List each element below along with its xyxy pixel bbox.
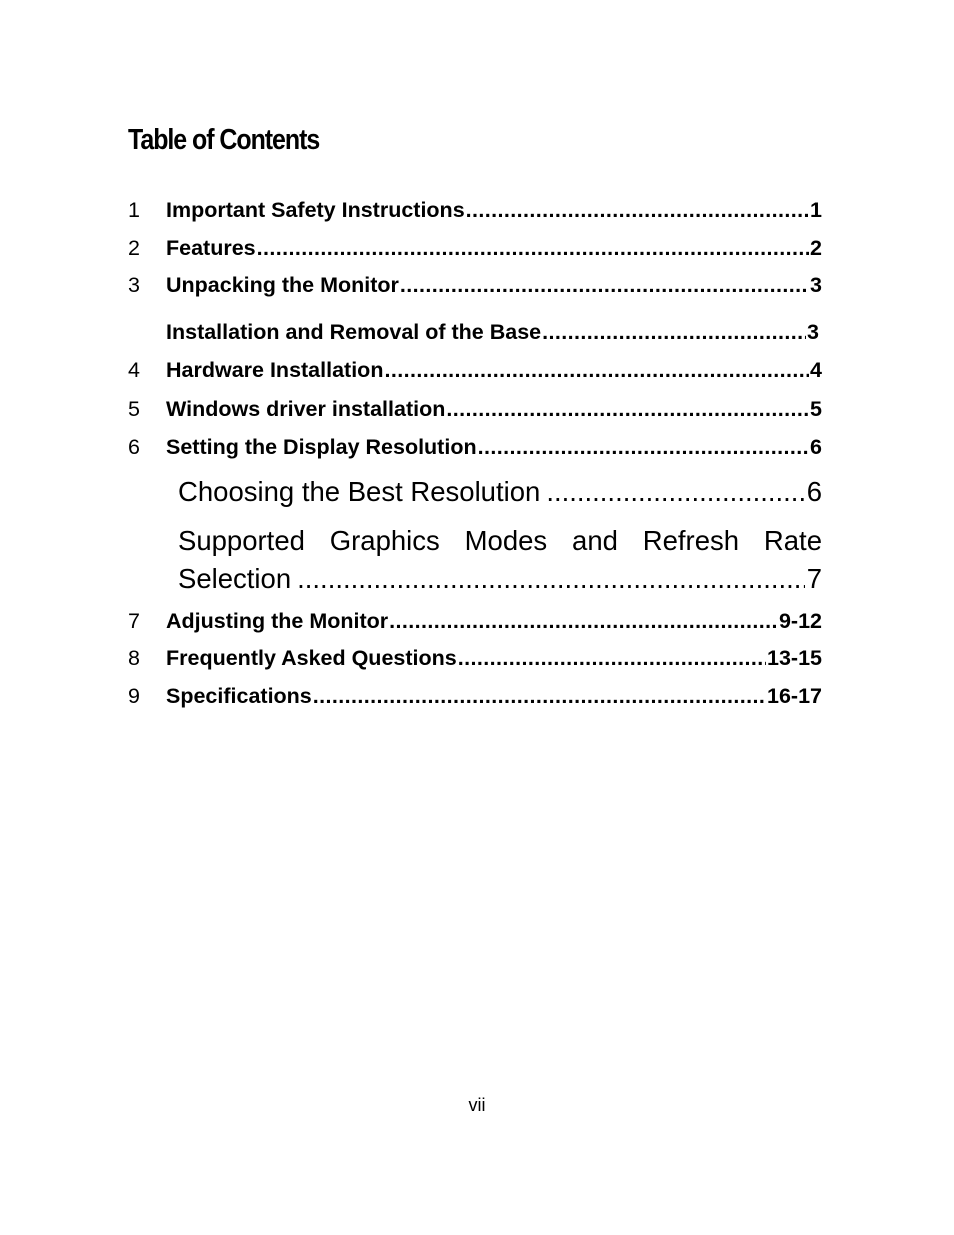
toc-entry[interactable] bbox=[128, 645, 822, 671]
toc-leader-dots bbox=[466, 197, 809, 223]
toc-entry[interactable] bbox=[128, 197, 822, 223]
toc-leader-dots bbox=[546, 473, 804, 511]
toc-leader-dots bbox=[257, 235, 809, 261]
toc-leader-dots bbox=[384, 357, 809, 383]
toc-subentry-word: and bbox=[572, 525, 618, 556]
toc-entry-page: 6 bbox=[810, 435, 822, 459]
toc-entry-label: Windows driver installation bbox=[166, 397, 446, 421]
toc-entry-page: 3 bbox=[810, 273, 822, 297]
toc-entry-page: 16-17 bbox=[767, 684, 822, 708]
toc-entry-page: 13-15 bbox=[767, 646, 822, 670]
toc-entry[interactable] bbox=[128, 319, 819, 345]
toc-subentry-label: Choosing the Best Resolution bbox=[178, 476, 541, 507]
toc-entry-page: 5 bbox=[810, 397, 822, 421]
toc-leader-dots bbox=[542, 319, 806, 345]
toc-entry-number: 7 bbox=[128, 609, 140, 633]
toc-entry-label: Installation and Removal of the Base bbox=[166, 320, 542, 344]
toc-entry-page: 4 bbox=[810, 358, 822, 382]
toc-leader-dots bbox=[297, 560, 805, 598]
toc-entry-label: Adjusting the Monitor bbox=[166, 609, 389, 633]
toc-leader-dots bbox=[313, 683, 766, 709]
toc-entry-number: 8 bbox=[128, 646, 140, 670]
toc-entry-number: 2 bbox=[128, 236, 140, 260]
toc-entry[interactable] bbox=[128, 608, 822, 634]
toc-entry-label: Specifications bbox=[166, 684, 312, 708]
toc-entry-page: 2 bbox=[810, 236, 822, 260]
toc-leader-dots bbox=[458, 645, 766, 671]
toc-entry-label: Important Safety Instructions bbox=[166, 198, 465, 222]
toc-entry-page: 3 bbox=[807, 320, 819, 344]
toc-entry-label: Setting the Display Resolution bbox=[166, 435, 477, 459]
toc-subentry-label: Selection bbox=[178, 563, 292, 594]
toc-entry-page: 1 bbox=[810, 198, 822, 222]
toc-entry-number: 9 bbox=[128, 684, 140, 708]
toc-subentry-page: 6 bbox=[806, 476, 822, 507]
toc-entry[interactable] bbox=[128, 357, 822, 383]
toc-entry-page: 9-12 bbox=[778, 609, 822, 633]
toc-entry[interactable] bbox=[128, 235, 822, 261]
page-title: Table of Contents bbox=[128, 124, 320, 156]
toc-subentry[interactable] bbox=[178, 473, 822, 511]
toc-entry-number: 5 bbox=[128, 397, 140, 421]
toc-subentry-label bbox=[178, 522, 822, 560]
toc-entry[interactable] bbox=[128, 272, 822, 298]
toc-leader-dots bbox=[446, 396, 809, 422]
toc-subentry-word: Refresh bbox=[642, 525, 740, 556]
toc-entry-label: Frequently Asked Questions bbox=[166, 646, 457, 670]
toc-subentry-word: Rate bbox=[763, 525, 822, 556]
toc-subentry-page: 7 bbox=[806, 563, 822, 594]
toc-entry-number: 4 bbox=[128, 358, 140, 382]
toc-leader-dots bbox=[478, 434, 809, 460]
toc-entry-number: 6 bbox=[128, 435, 140, 459]
toc-entry-label: Hardware Installation bbox=[166, 358, 384, 382]
toc-subentry[interactable] bbox=[178, 522, 822, 598]
toc-subentry-word: Supported bbox=[178, 525, 305, 556]
toc-entry-number: 3 bbox=[128, 273, 140, 297]
toc-entry[interactable] bbox=[128, 434, 822, 460]
toc-subentry-word: Modes bbox=[464, 525, 548, 556]
toc-entry[interactable] bbox=[128, 683, 822, 709]
toc-entry-label: Features bbox=[166, 236, 256, 260]
toc-leader-dots bbox=[389, 608, 778, 634]
toc-leader-dots bbox=[400, 272, 809, 298]
toc-subentry-word: Graphics bbox=[329, 525, 440, 556]
toc-entry-label: Unpacking the Monitor bbox=[166, 273, 399, 297]
toc-entry-number: 1 bbox=[128, 198, 140, 222]
page-number-footer: vii bbox=[468, 1095, 486, 1115]
toc-entry[interactable] bbox=[128, 396, 822, 422]
